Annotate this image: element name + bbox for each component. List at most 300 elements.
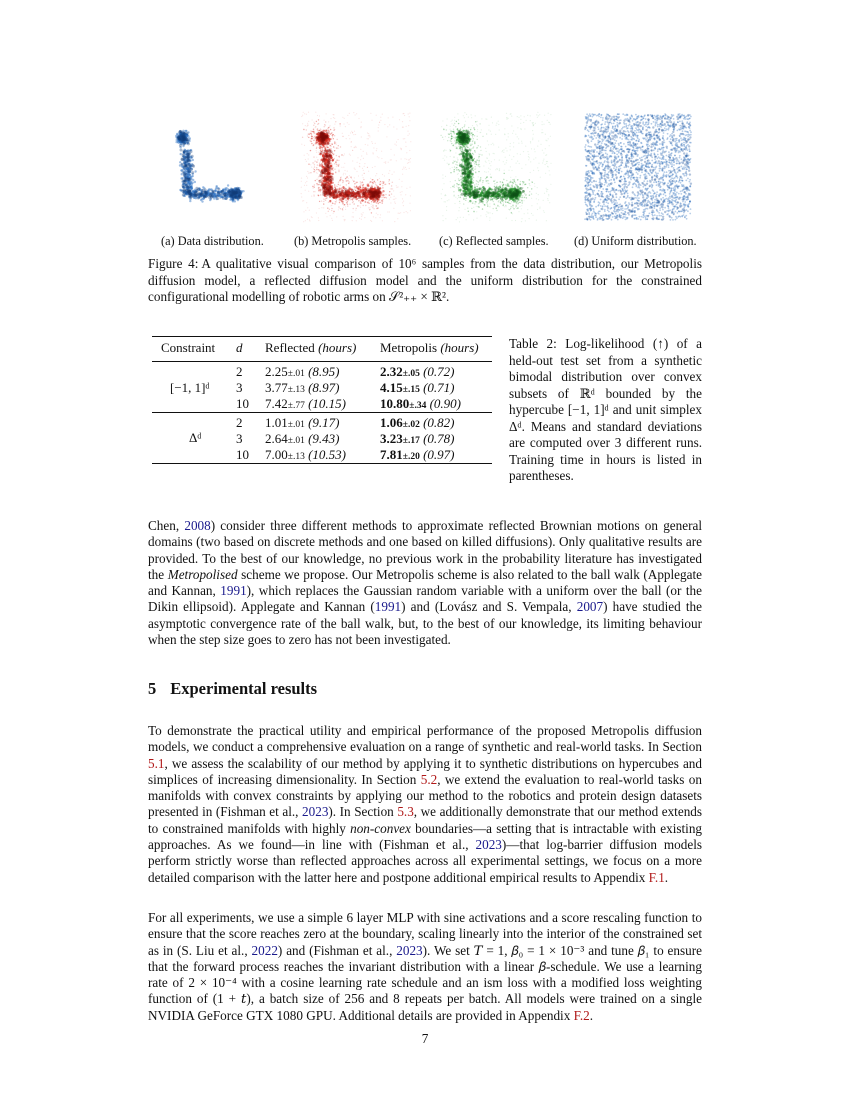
sample-point <box>510 203 511 204</box>
sample-point <box>440 135 441 136</box>
sample-point <box>474 135 475 136</box>
sample-point <box>348 124 349 125</box>
sample-point <box>347 176 348 177</box>
sample-point <box>396 145 397 146</box>
sample-point <box>474 158 475 159</box>
sample-point <box>381 183 382 184</box>
sample-point <box>329 200 331 202</box>
sample-point <box>369 136 370 137</box>
sample-point <box>351 131 352 132</box>
sample-point <box>401 186 402 187</box>
sample-point <box>339 123 340 124</box>
sample-point <box>317 144 318 145</box>
sample-point <box>382 190 384 192</box>
sample-point <box>455 164 456 165</box>
sample-point <box>343 203 344 204</box>
sample-point <box>371 212 372 213</box>
sample-point <box>363 158 364 159</box>
sample-point <box>336 147 337 148</box>
sample-point <box>378 157 379 158</box>
sample-point <box>346 184 347 185</box>
sample-point <box>454 187 455 188</box>
sample-point <box>199 195 202 198</box>
sample-point <box>318 152 319 153</box>
sample-point <box>201 200 203 202</box>
sample-point <box>339 157 340 158</box>
sample-point <box>345 188 348 191</box>
sample-point <box>324 187 327 190</box>
sample-point <box>355 146 356 147</box>
sample-point <box>318 176 319 177</box>
sample-point <box>382 174 383 175</box>
sample-point <box>340 208 341 209</box>
sample-point <box>342 136 343 137</box>
sample-point <box>308 191 309 192</box>
sample-point <box>378 127 379 128</box>
sample-point <box>377 207 378 208</box>
sample-point <box>529 183 530 184</box>
sample-point <box>312 217 313 218</box>
sample-point <box>323 171 326 174</box>
sample-point <box>493 201 494 202</box>
sample-point <box>375 175 376 176</box>
sample-point <box>327 172 330 175</box>
sample-point <box>338 165 339 166</box>
sample-point <box>479 180 480 181</box>
sample-point <box>384 197 385 198</box>
sample-point <box>486 177 487 178</box>
sample-point <box>324 201 325 202</box>
sample-point <box>384 184 385 185</box>
sample-point <box>194 181 196 183</box>
sample-point <box>363 184 364 185</box>
sample-point <box>330 129 331 130</box>
data-distribution-image <box>153 108 283 226</box>
sample-point <box>336 185 337 186</box>
sample-point <box>352 132 353 133</box>
sample-point <box>342 117 343 118</box>
sample-point <box>323 203 324 204</box>
panel-metropolis-samples <box>293 108 423 226</box>
sample-point <box>393 190 394 191</box>
sample-point <box>318 119 319 120</box>
sample-point <box>531 193 532 194</box>
sample-point <box>372 182 373 183</box>
sample-point <box>372 143 373 144</box>
sample-point <box>457 159 458 160</box>
sample-point <box>339 180 340 181</box>
sample-point <box>402 127 403 128</box>
sample-point <box>451 133 452 134</box>
sample-point <box>362 194 365 197</box>
sample-point <box>364 163 365 164</box>
sample-point <box>309 219 310 220</box>
sample-point <box>324 150 327 153</box>
sample-point <box>327 165 330 168</box>
sample-point <box>324 185 327 188</box>
sample-point <box>450 172 451 173</box>
sample-point <box>316 157 317 158</box>
sample-point <box>307 153 308 154</box>
sample-point <box>315 127 316 128</box>
sample-point <box>194 192 197 195</box>
sample-point <box>319 201 320 202</box>
sample-point <box>463 203 464 204</box>
sample-point <box>409 159 410 160</box>
sample-point <box>197 188 200 191</box>
sample-point <box>451 135 452 136</box>
sample-point <box>454 123 455 124</box>
sample-point <box>372 152 373 153</box>
sample-point <box>307 207 308 208</box>
sample-point <box>185 184 188 187</box>
sample-point <box>363 205 364 206</box>
sample-point <box>315 112 316 113</box>
sample-point <box>470 129 471 130</box>
sample-point <box>363 212 364 213</box>
sample-point <box>337 165 338 166</box>
sample-point <box>348 200 349 201</box>
sample-point <box>311 141 312 142</box>
sample-point <box>477 139 478 140</box>
sample-point <box>332 208 333 209</box>
sample-point <box>343 174 344 175</box>
sample-point <box>188 194 191 197</box>
sample-point <box>376 148 377 149</box>
sample-point <box>189 200 191 202</box>
sample-point <box>529 179 530 180</box>
sample-point <box>353 216 354 217</box>
sample-point <box>476 183 477 184</box>
sample-point <box>191 155 194 158</box>
sample-point <box>318 217 319 218</box>
sample-point <box>336 155 337 156</box>
sample-point <box>350 177 351 178</box>
sample-point <box>331 195 334 198</box>
sample-point <box>227 184 229 186</box>
sample-point <box>185 138 188 141</box>
sample-point <box>325 121 326 122</box>
sample-point <box>211 195 214 198</box>
sample-point <box>446 129 447 130</box>
sample-point <box>313 162 314 163</box>
sample-point <box>304 113 305 114</box>
sample-point <box>323 158 326 161</box>
reflected-samples-image <box>433 108 563 226</box>
sample-point <box>394 201 395 202</box>
sample-point <box>309 210 310 211</box>
sample-point <box>349 138 350 139</box>
sample-point <box>338 209 339 210</box>
sample-point <box>472 153 473 154</box>
sample-point <box>303 221 304 222</box>
sample-point <box>355 190 356 191</box>
sample-point <box>320 191 321 192</box>
sample-point <box>308 112 309 113</box>
sample-point <box>458 119 459 120</box>
sample-point <box>511 201 512 202</box>
sample-point <box>390 159 391 160</box>
sample-point <box>456 169 457 170</box>
sample-point <box>403 168 404 169</box>
sample-point <box>359 185 360 186</box>
sample-point <box>313 194 314 195</box>
sample-point <box>347 115 348 116</box>
sample-point <box>482 208 483 209</box>
sample-point <box>354 203 355 204</box>
sample-point <box>316 148 317 149</box>
sample-point <box>312 186 313 187</box>
sample-point <box>361 136 362 137</box>
sample-point <box>317 130 318 131</box>
sample-point <box>403 167 404 168</box>
sample-point <box>519 202 520 203</box>
sample-point <box>455 180 456 181</box>
sample-point <box>308 164 309 165</box>
sample-point <box>380 117 381 118</box>
sample-point <box>386 197 387 198</box>
sample-point <box>328 176 331 179</box>
sample-point <box>324 166 327 169</box>
sample-point <box>355 181 356 182</box>
sample-point <box>475 166 476 167</box>
sample-point <box>338 171 339 172</box>
sample-point <box>182 177 184 179</box>
sample-point <box>317 115 318 116</box>
sample-point <box>326 113 327 114</box>
sample-point <box>493 208 494 209</box>
sample-point <box>520 184 521 185</box>
sample-point <box>333 117 334 118</box>
sample-point <box>341 154 342 155</box>
sample-point <box>506 180 507 181</box>
sample-point <box>359 189 361 191</box>
sample-point <box>325 198 326 199</box>
sample-point <box>505 202 506 203</box>
sample-point <box>338 184 339 185</box>
sample-point <box>396 187 397 188</box>
sample-point <box>360 159 361 160</box>
sample-point <box>307 126 308 127</box>
sample-point <box>313 122 314 123</box>
sample-point <box>510 181 511 182</box>
sample-point <box>182 171 185 174</box>
sample-point <box>344 163 345 164</box>
sample-point <box>356 191 359 194</box>
sample-point <box>478 156 479 157</box>
sample-point <box>345 209 346 210</box>
sample-point <box>475 201 476 202</box>
sample-point <box>377 214 378 215</box>
sample-point <box>305 190 306 191</box>
sample-point <box>392 174 393 175</box>
sample-point <box>363 177 364 178</box>
sample-point <box>410 210 411 211</box>
sample-point <box>313 168 314 169</box>
sample-point <box>320 151 323 154</box>
sample-point <box>404 115 405 116</box>
sample-point <box>336 164 337 165</box>
sample-point <box>330 205 331 206</box>
sample-point <box>493 189 494 190</box>
sample-point <box>325 169 328 172</box>
sample-point <box>318 220 319 221</box>
sample-point <box>311 138 312 139</box>
sample-point <box>405 167 406 168</box>
sample-point <box>352 216 353 217</box>
sample-point <box>310 130 311 131</box>
sample-point <box>458 189 459 190</box>
sample-point <box>498 200 499 201</box>
metropolis-samples-image <box>293 108 423 226</box>
sample-point <box>368 200 369 201</box>
sample-point <box>219 193 222 196</box>
sample-point <box>314 166 315 167</box>
sample-point <box>385 161 386 162</box>
sample-point <box>313 129 314 130</box>
sample-point <box>482 203 483 204</box>
sample-point <box>452 131 453 132</box>
sample-point <box>332 136 333 137</box>
sample-point <box>503 184 504 185</box>
sample-point <box>324 124 325 125</box>
sample-point <box>475 121 476 122</box>
sample-point <box>316 150 317 151</box>
sample-point <box>334 190 337 193</box>
sample-point <box>402 198 403 199</box>
sample-point <box>372 179 373 180</box>
sample-point <box>478 145 479 146</box>
sample-point <box>309 134 310 135</box>
sample-point <box>306 161 307 162</box>
sample-point <box>400 212 401 213</box>
sample-point <box>352 199 353 200</box>
sample-point <box>408 162 409 163</box>
sample-point <box>351 178 352 179</box>
sample-point <box>311 196 312 197</box>
sample-point <box>305 159 306 160</box>
sample-point <box>331 159 333 161</box>
sample-point <box>321 207 322 208</box>
sample-point <box>325 213 326 214</box>
sample-point <box>301 187 302 188</box>
sample-point <box>316 161 317 162</box>
sample-point <box>327 162 330 165</box>
sample-point <box>378 130 379 131</box>
sample-point <box>344 220 345 221</box>
sample-point <box>316 152 317 153</box>
sample-point <box>181 163 184 166</box>
sample-point <box>394 196 395 197</box>
sample-point <box>382 202 383 203</box>
sample-point <box>328 121 329 122</box>
sample-point <box>349 175 350 176</box>
sample-point <box>319 189 321 191</box>
sample-point <box>390 149 391 150</box>
sample-point <box>242 190 244 192</box>
sample-point <box>342 197 345 200</box>
sample-point <box>379 217 380 218</box>
sample-point <box>474 203 475 204</box>
sample-point <box>353 201 354 202</box>
sample-point <box>362 181 363 182</box>
sample-point <box>319 174 322 177</box>
sample-point <box>373 190 376 193</box>
sample-point <box>301 116 302 117</box>
sample-point <box>318 169 319 170</box>
sample-point <box>356 113 357 114</box>
sample-point <box>323 207 324 208</box>
sample-point <box>368 203 369 204</box>
sample-point <box>404 138 405 139</box>
sample-point <box>507 202 508 203</box>
sample-point <box>474 150 475 151</box>
sample-point <box>217 188 220 191</box>
sample-point <box>450 133 451 134</box>
sample-point <box>321 163 323 165</box>
sample-point <box>319 146 321 148</box>
sample-point <box>399 119 400 120</box>
sample-point <box>466 147 467 148</box>
sample-point <box>406 188 407 189</box>
sample-point <box>344 153 345 154</box>
sample-point <box>328 138 330 140</box>
sample-point <box>465 198 466 199</box>
sample-point <box>332 134 333 135</box>
sample-point <box>333 130 334 131</box>
sample-point <box>409 113 410 114</box>
sample-point <box>203 191 206 194</box>
sample-point <box>332 173 334 175</box>
sample-point <box>329 209 330 210</box>
sample-point <box>400 148 401 149</box>
sample-point <box>360 203 361 204</box>
sample-point <box>354 187 355 188</box>
sample-point <box>453 129 454 130</box>
sample-point <box>380 214 381 215</box>
sample-point <box>301 193 302 194</box>
sample-point <box>478 165 479 166</box>
sample-point <box>400 194 401 195</box>
sample-point <box>363 151 364 152</box>
sample-point <box>409 116 410 117</box>
sample-point <box>334 169 335 170</box>
sample-point <box>316 179 317 180</box>
sample-point <box>360 207 361 208</box>
sample-point <box>182 154 185 157</box>
sample-point <box>302 115 303 116</box>
sample-point <box>458 123 459 124</box>
sample-point <box>357 157 358 158</box>
sample-point <box>382 183 383 184</box>
sample-point <box>371 221 372 222</box>
sample-point <box>478 157 479 158</box>
sample-point <box>232 191 235 194</box>
sample-point <box>322 147 323 148</box>
sample-point <box>237 189 240 192</box>
sample-point <box>486 180 487 181</box>
sample-point <box>319 169 320 170</box>
sample-point <box>371 206 372 207</box>
sample-point <box>370 209 371 210</box>
sample-point <box>177 137 180 140</box>
sample-point <box>216 197 219 200</box>
sample-point <box>338 160 339 161</box>
sample-point <box>320 194 321 195</box>
sample-point <box>410 161 411 162</box>
sample-point <box>460 179 461 180</box>
sample-point <box>396 141 397 142</box>
